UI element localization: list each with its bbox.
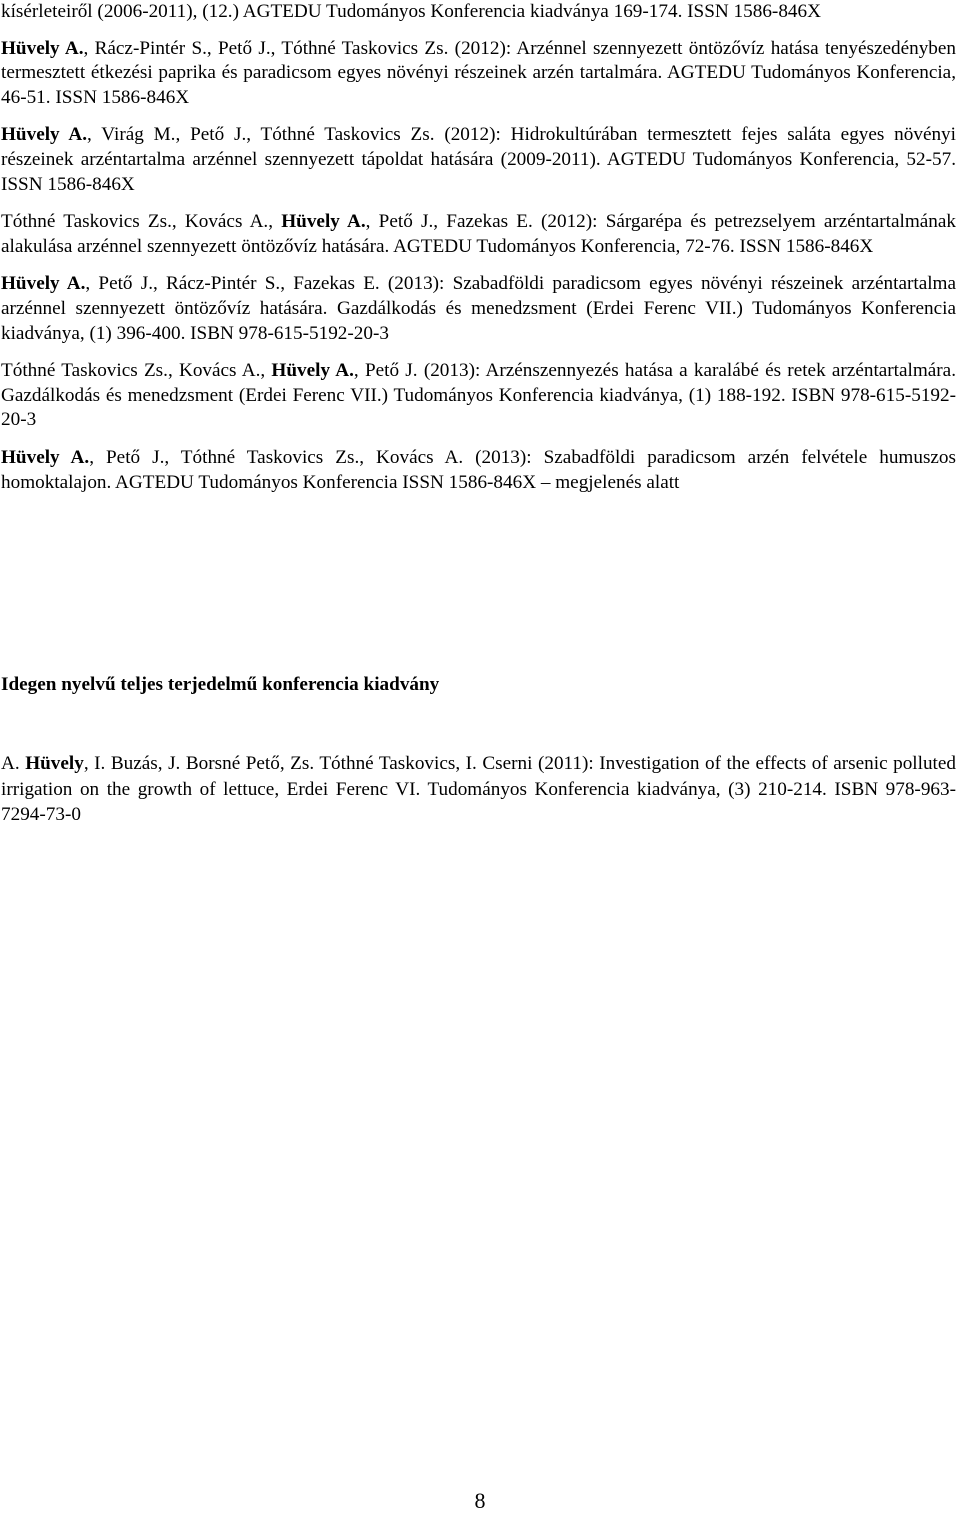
reference-text: , Pető J., Rácz-Pintér S., Fazekas E. (2013): Szabadföldi paradicsom egyes növényi részeinek arzéntartalma arzénnel szennyezett öntözővíz hatására. Gazdálkodás és menedzsment (Erdei Ferenc VII.) Tudományos Konferencia kiadványa, (1) 396-400. ISBN 978-615-5192-20-3 (1, 273, 956, 344)
reference-item (1, 37, 956, 111)
section-title: Idegen nyelvű teljes terjedelmű konferencia kiadvány (1, 674, 440, 695)
reference-text: Tóthné Taskovics Zs., Kovács A., (1, 211, 282, 233)
reference-text: Tóthné Taskovics Zs., Kovács A., (1, 360, 272, 382)
reference-text: kísérleteiről (2006-2011), (12.) AGTEDU Tudományos Konferencia kiadványa 169-174. ISSN 1586-846X (1, 1, 821, 22)
reference-text: , Pető J., Fazekas E. (2012): Sárgarépa és petrezselyem arzéntartalmának alakulása arzénnel szennyezett öntözővíz hatására. AGTEDU Tudományos Konferencia, 72-76. ISSN 1586-846X (1, 211, 956, 257)
page-number: 8 (474, 1488, 486, 1513)
reference-item (1, 446, 956, 495)
reference-item (1, 0, 956, 25)
foreign-reference-item (1, 751, 956, 828)
reference-author-bold: Hüvely A. (281, 211, 366, 233)
reference-author-bold: Hüvely A. (271, 360, 354, 382)
reference-author-bold: Hüvely A. (1, 37, 84, 59)
reference-list (1, 0, 956, 508)
reference-author-bold: Hüvely (25, 753, 84, 774)
reference-item (1, 272, 956, 346)
reference-author-bold: Hüvely A. (1, 446, 90, 468)
reference-item (1, 123, 956, 197)
reference-item (1, 210, 956, 259)
reference-author-bold: Hüvely A. (1, 273, 86, 295)
reference-text: A. (1, 753, 26, 774)
reference-author-bold: Hüvely A. (1, 124, 88, 146)
reference-text: , I. Buzás, J. Borsné Pető, Zs. Tóthné Taskovics, I. Cserni (2011): Investigation of the effects of arsenic polluted irrigation on the growth of lettuce, Erdei Ferenc VI. Tudományos Konferencia kiadványa, (3) 210-214. ISBN 978-963-7294-73-0 (1, 753, 956, 826)
reference-text: , Rácz-Pintér S., Pető J., Tóthné Taskovics Zs. (2012): Arzénnel szennyezett öntözővíz hatása tenyészedényben termesztett étkezési paprika és paradicsom egyes növényi részeinek arzén tartalmára. AGTEDU Tudományos Konferencia, 46-51. ISSN 1586-846X (1, 37, 956, 108)
reference-text: , Pető J., Tóthné Taskovics Zs., Kovács A. (2013): Szabadföldi paradicsom arzén felvétele humuszos homoktalajon. AGTEDU Tudományos Konferencia ISSN 1586-846X – megjelenés alatt (1, 446, 956, 493)
reference-text: , Pető J. (2013): Arzénszennyezés hatása a karalábé és retek arzéntartalmára. Gazdálkodás és menedzsment (Erdei Ferenc VII.) Tudományos Konferencia kiadványa, (1) 188-192. ISBN 978-615-5192-20-3 (1, 360, 956, 431)
reference-text: , Virág M., Pető J., Tóthné Taskovics Zs. (2012): Hidrokultúrában termesztett fejes saláta egyes növényi részeinek arzéntartalma arzénnel szennyezett tápoldat hatására (2009-2011). AGTEDU Tudományos Konferencia, 52-57. ISSN 1586-846X (1, 124, 956, 195)
reference-item (1, 359, 956, 433)
